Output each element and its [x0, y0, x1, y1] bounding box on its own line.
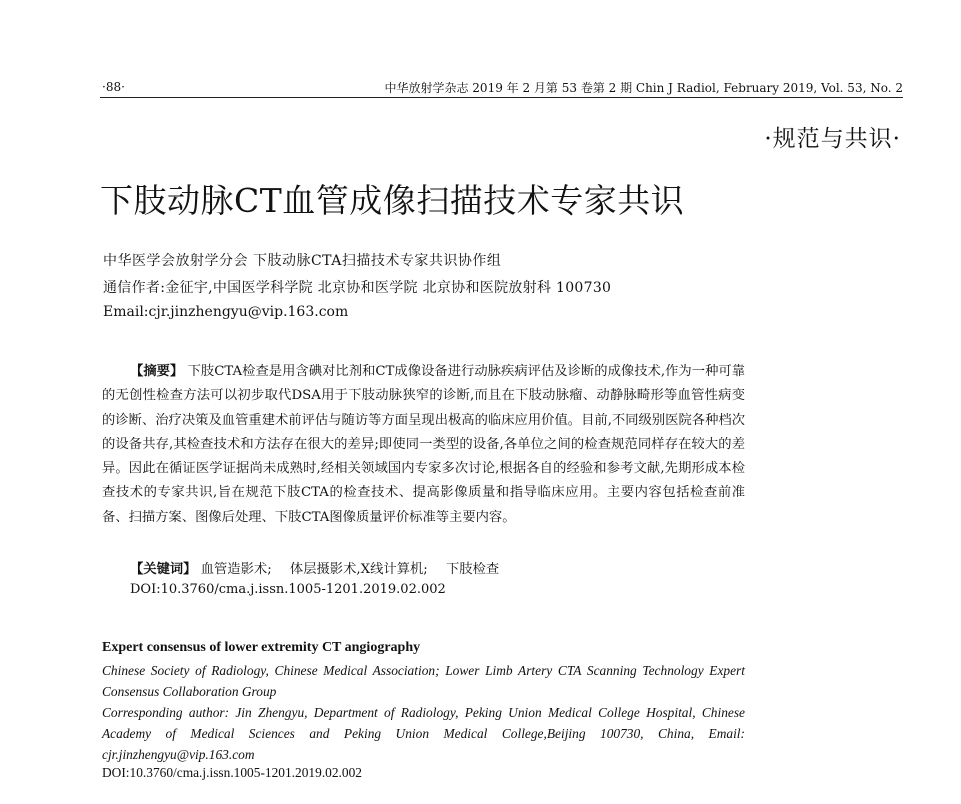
keywords — [130, 558, 513, 577]
header-rule — [100, 97, 903, 98]
abstract-text: 下肢CTA检查是用含碘对比剂和CT成像设备进行动脉疾病评估及诊断的成像技术,作为一种可靠的无创性检查方法可以初步取代DSA用于下肢动脉狭窄的诊断,而且在下肢动脉瘤、动静脉畸形等血管性病变的诊断、治疗决策及血管重建术前评估与随访等方面呈现出极高的临床应用价值。目前,不同级别医院各种档次的设备共存,其检查技术和方法存在很大的差异;即使同一类型的设备,各单位之间的检查规范同样存在较大的差异。因此在循证医学证据尚未成熟时,经相关领域国内专家多次讨论,根据各自的经验和参考文献,先期形成本检查技术的专家共识,旨在规范下肢CTA的检查技术、提高影像质量和指导临床应用。主要内容包括检查前准备、扫描方案、图像后处理、下肢CTA图像质量评价标准等主要内容。 — [102, 364, 746, 525]
keyword-item: 血管造影术; — [200, 562, 272, 577]
journal-header: 中华放射学杂志 2019 年 2 月第 53 卷第 2 期 Chin J Radiol, February 2019, Vol. 53, No. 2 — [384, 81, 903, 95]
author-email: Email:cjr.jinzhengyu@vip.163.com — [103, 304, 349, 320]
corresponding-author: 通信作者:金征宇,中国医学科学院 北京协和医学院 北京协和医院放射科 100730 — [103, 280, 612, 296]
article-title: 下肢动脉CT血管成像扫描技术专家共识 — [100, 181, 685, 220]
abstract-label: 【摘要】 — [130, 364, 184, 379]
page-number: ·88· — [102, 80, 125, 94]
doi-en: DOI:10.3760/cma.j.issn.1005-1201.2019.02.002 — [102, 765, 362, 780]
keyword-item: 下肢检查 — [446, 562, 500, 577]
english-title: Expert consensus of lower extremity CT angiography — [102, 640, 421, 655]
doi-cn: DOI:10.3760/cma.j.issn.1005-1201.2019.02.002 — [130, 582, 446, 597]
english-corresponding: Corresponding author: Jin Zhengyu, Department of Radiology, Peking Union Medical College Hospital, Chinese Academy of Medical Sciences and Peking Union Medical College,Beijing 100730, China, Email: cjr.jinzhengyu@vip.163.com — [102, 705, 745, 762]
keyword-item: 体层摄影术,X线计算机; — [289, 562, 428, 577]
section-label: ·规范与共识· — [764, 126, 901, 152]
abstract-cn — [102, 360, 745, 530]
english-authors: Chinese Society of Radiology, Chinese Medical Association; Lower Limb Artery CTA Scanning Technology Expert Consensus Collaboration Group — [102, 663, 745, 699]
author-list: 中华医学会放射学分会 下肢动脉CTA扫描技术专家共识协作组 — [103, 253, 502, 269]
keywords-label: 【关键词】 — [130, 562, 197, 577]
english-authors-block — [102, 660, 745, 765]
